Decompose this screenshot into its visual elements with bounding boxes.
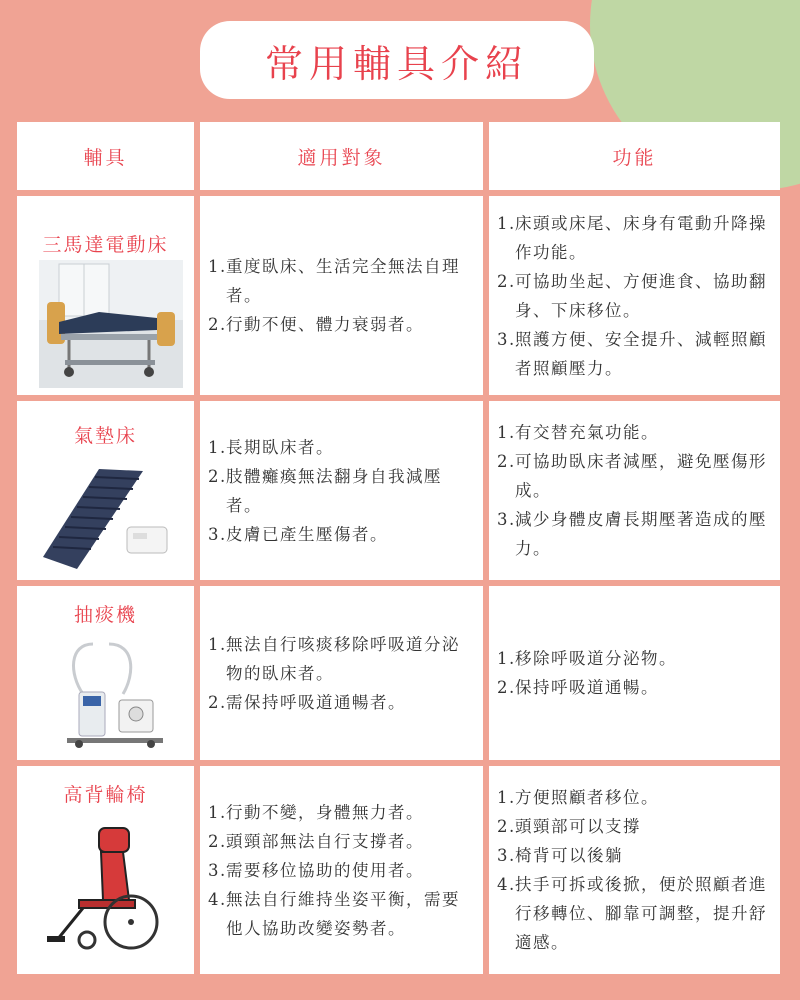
- electric-bed-icon: [39, 260, 183, 388]
- target-text: 行動不便、體力衰弱者。: [226, 315, 424, 334]
- device-cell: [17, 766, 194, 974]
- list-item: 1. 床頭或床尾、床身有電動升降操作功能。: [497, 209, 774, 267]
- list-item: 2. 可協助臥床者減壓，避免壓傷形成。: [497, 447, 774, 505]
- list-item: 3. 減少身體皮膚長期壓著造成的壓力。: [497, 505, 774, 563]
- list-item: 2. 頭頸部無法自行支撐者。: [208, 827, 477, 856]
- target-text: 長期臥床者。: [226, 437, 334, 457]
- list-item: 1. 無法自行咳痰移除呼吸道分泌物的臥床者。: [208, 630, 477, 688]
- list-item: 1. 長期臥床者。: [208, 433, 477, 462]
- header-target-label: 適用對象: [297, 146, 386, 169]
- function-text: 保持呼吸道通暢。: [515, 678, 659, 697]
- target-text: 肢體癱瘓無法翻身自我減壓者。: [226, 466, 442, 515]
- function-text: 減少身體皮膚長期壓著造成的壓力。: [515, 510, 767, 558]
- list-item: 3. 椅背可以後躺: [497, 841, 774, 870]
- target-cell: [200, 586, 483, 760]
- suction-machine-icon: [39, 634, 183, 752]
- function-text: 照護方便、安全提升、減輕照顧者照顧壓力。: [515, 329, 767, 378]
- list-item: 3. 照護方便、安全提升、減輕照顧者照顧壓力。: [497, 325, 774, 383]
- device-cell: [17, 196, 194, 395]
- function-text: 床頭或床尾、床身有電動升降操作功能。: [515, 213, 767, 262]
- target-text: 皮膚已產生壓傷者。: [226, 524, 388, 544]
- target-text: 頭頸部無法自行支撐者。: [226, 831, 424, 851]
- air-mattress-icon: [39, 457, 183, 575]
- function-text: 方便照顧者移位。: [515, 788, 659, 807]
- function-list: [497, 209, 774, 383]
- target-text: 行動不變，身體無力者。: [226, 802, 424, 822]
- list-item: 2. 行動不便、體力衰弱者。: [208, 310, 477, 339]
- target-text: 需要移位協助的使用者。: [226, 860, 424, 880]
- list-item: 2. 頭頸部可以支撐: [497, 812, 774, 841]
- page-title: 常用輔具介紹: [264, 41, 529, 86]
- list-item: 3. 皮膚已產生壓傷者。: [208, 520, 477, 549]
- list-item: 1. 方便照顧者移位。: [497, 783, 774, 812]
- function-cell: [489, 586, 780, 760]
- list-item: 4. 無法自行維持坐姿平衡，需要他人協助改變姿勢者。: [208, 885, 477, 943]
- target-text: 無法自行咳痰移除呼吸道分泌物的臥床者。: [226, 634, 460, 683]
- target-text: 無法自行維持坐姿平衡，需要他人協助改變姿勢者。: [226, 889, 460, 938]
- function-list: [497, 783, 774, 957]
- function-text: 有交替充氣功能。: [515, 423, 659, 442]
- function-text: 頭頸部可以支撐: [515, 817, 641, 836]
- device-cell: [17, 586, 194, 760]
- wheelchair-icon: [39, 822, 183, 954]
- list-item: 2. 肢體癱瘓無法翻身自我減壓者。: [208, 462, 477, 520]
- target-cell: [200, 766, 483, 974]
- target-list: [208, 252, 477, 339]
- target-list: [208, 630, 477, 717]
- function-text: 椅背可以後躺: [515, 846, 623, 865]
- function-list: [497, 418, 774, 563]
- header-function: [489, 122, 780, 190]
- list-item: 1. 行動不變，身體無力者。: [208, 798, 477, 827]
- device-name: 氣墊床: [73, 425, 137, 447]
- header-device-label: 輔具: [83, 146, 128, 169]
- list-item: 4. 扶手可拆或後掀，便於照顧者進行移轉位、腳靠可調整，提升舒適感。: [497, 870, 774, 957]
- function-cell: [489, 401, 780, 580]
- list-item: 3. 需要移位協助的使用者。: [208, 856, 477, 885]
- target-cell: [200, 196, 483, 395]
- device-name: 高背輪椅: [63, 784, 148, 806]
- device-name: 抽痰機: [73, 604, 137, 626]
- list-item: 2. 可協助坐起、方便進食、協助翻身、下床移位。: [497, 267, 774, 325]
- function-cell: [489, 196, 780, 395]
- header-function-label: 功能: [612, 146, 657, 169]
- title-banner: [200, 21, 594, 99]
- function-text: 扶手可拆或後掀，便於照顧者進行移轉位、腳靠可調整，提升舒適感。: [515, 875, 767, 952]
- target-text: 需保持呼吸道通暢者。: [226, 692, 406, 712]
- header-device: [17, 122, 194, 190]
- device-name: 三馬達電動床: [42, 234, 169, 256]
- target-list: [208, 798, 477, 943]
- target-list: [208, 433, 477, 549]
- function-text: 移除呼吸道分泌物。: [515, 649, 677, 668]
- list-item: 1. 有交替充氣功能。: [497, 418, 774, 447]
- function-text: 可協助臥床者減壓，避免壓傷形成。: [515, 452, 767, 500]
- header-target: [200, 122, 483, 190]
- list-item: 2. 需保持呼吸道通暢者。: [208, 688, 477, 717]
- list-item: 1. 重度臥床、生活完全無法自理者。: [208, 252, 477, 310]
- function-text: 可協助坐起、方便進食、協助翻身、下床移位。: [515, 271, 767, 320]
- list-item: 1. 移除呼吸道分泌物。: [497, 644, 677, 673]
- function-cell: [489, 766, 780, 974]
- target-cell: [200, 401, 483, 580]
- function-list: [497, 644, 677, 702]
- target-text: 重度臥床、生活完全無法自理者。: [226, 257, 460, 305]
- device-cell: [17, 401, 194, 580]
- list-item: 2. 保持呼吸道通暢。: [497, 673, 677, 702]
